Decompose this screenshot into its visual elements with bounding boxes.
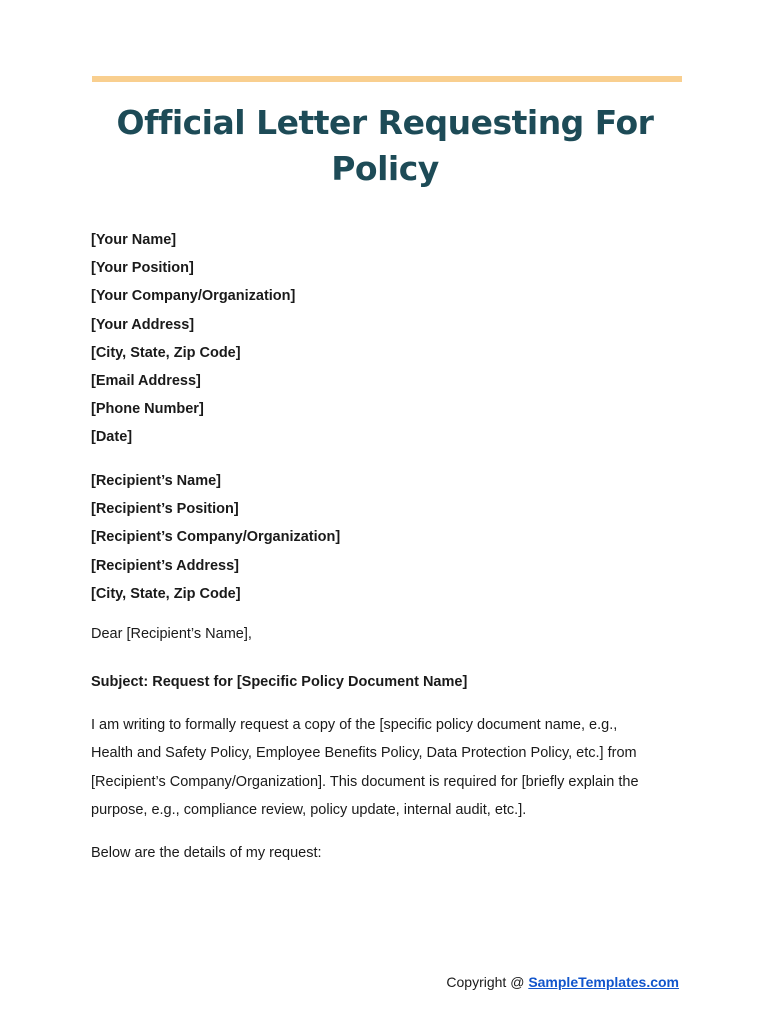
recipient-address-block: [91, 467, 340, 608]
copyright-prefix: Copyright @: [446, 974, 529, 990]
letter-date: [Date]: [91, 429, 133, 446]
salutation: Dear [Recipient’s Name],: [91, 626, 252, 642]
recipient-address: [Recipient’s Address]: [91, 557, 239, 574]
sender-email: [Email Address]: [91, 372, 201, 389]
copyright-footer: [446, 971, 679, 993]
recipient-name: [Recipient’s Name]: [91, 473, 221, 489]
body-line: purpose, e.g., compliance review, policy update, internal audit, etc.].: [91, 801, 527, 818]
body-line: [Recipient’s Company/Organization]. This document is required for [briefly explain the: [91, 773, 639, 790]
sender-address: [Your Address]: [91, 316, 195, 333]
sender-company: [Your Company/Organization]: [91, 288, 296, 305]
body-line: I am writing to formally request a copy of the [specific policy document name, e.g.,: [91, 717, 618, 733]
sender-name: [Your Name]: [91, 232, 177, 248]
sender-position: [Your Position]: [91, 260, 194, 277]
sender-phone: [Phone Number]: [91, 401, 204, 418]
recipient-company: [Recipient’s Company/Organization]: [91, 529, 341, 546]
body-line: Health and Safety Policy, Employee Benefits Policy, Data Protection Policy, etc.] from: [91, 745, 637, 762]
recipient-city-state-zip: [City, State, Zip Code]: [91, 585, 241, 602]
subject-line: Subject: Request for [Specific Policy Document Name]: [91, 674, 468, 690]
copyright-link[interactable]: SampleTemplates.com: [528, 974, 679, 990]
sender-address-block: [91, 226, 295, 452]
sender-city-state-zip: [City, State, Zip Code]: [91, 344, 241, 361]
document-title: Official Letter Requesting For Policy: [116, 103, 654, 188]
recipient-position: [Recipient’s Position]: [91, 501, 239, 518]
accent-bar: [92, 76, 682, 82]
details-intro: Below are the details of my request:: [91, 845, 322, 861]
body-paragraph: [91, 711, 691, 824]
